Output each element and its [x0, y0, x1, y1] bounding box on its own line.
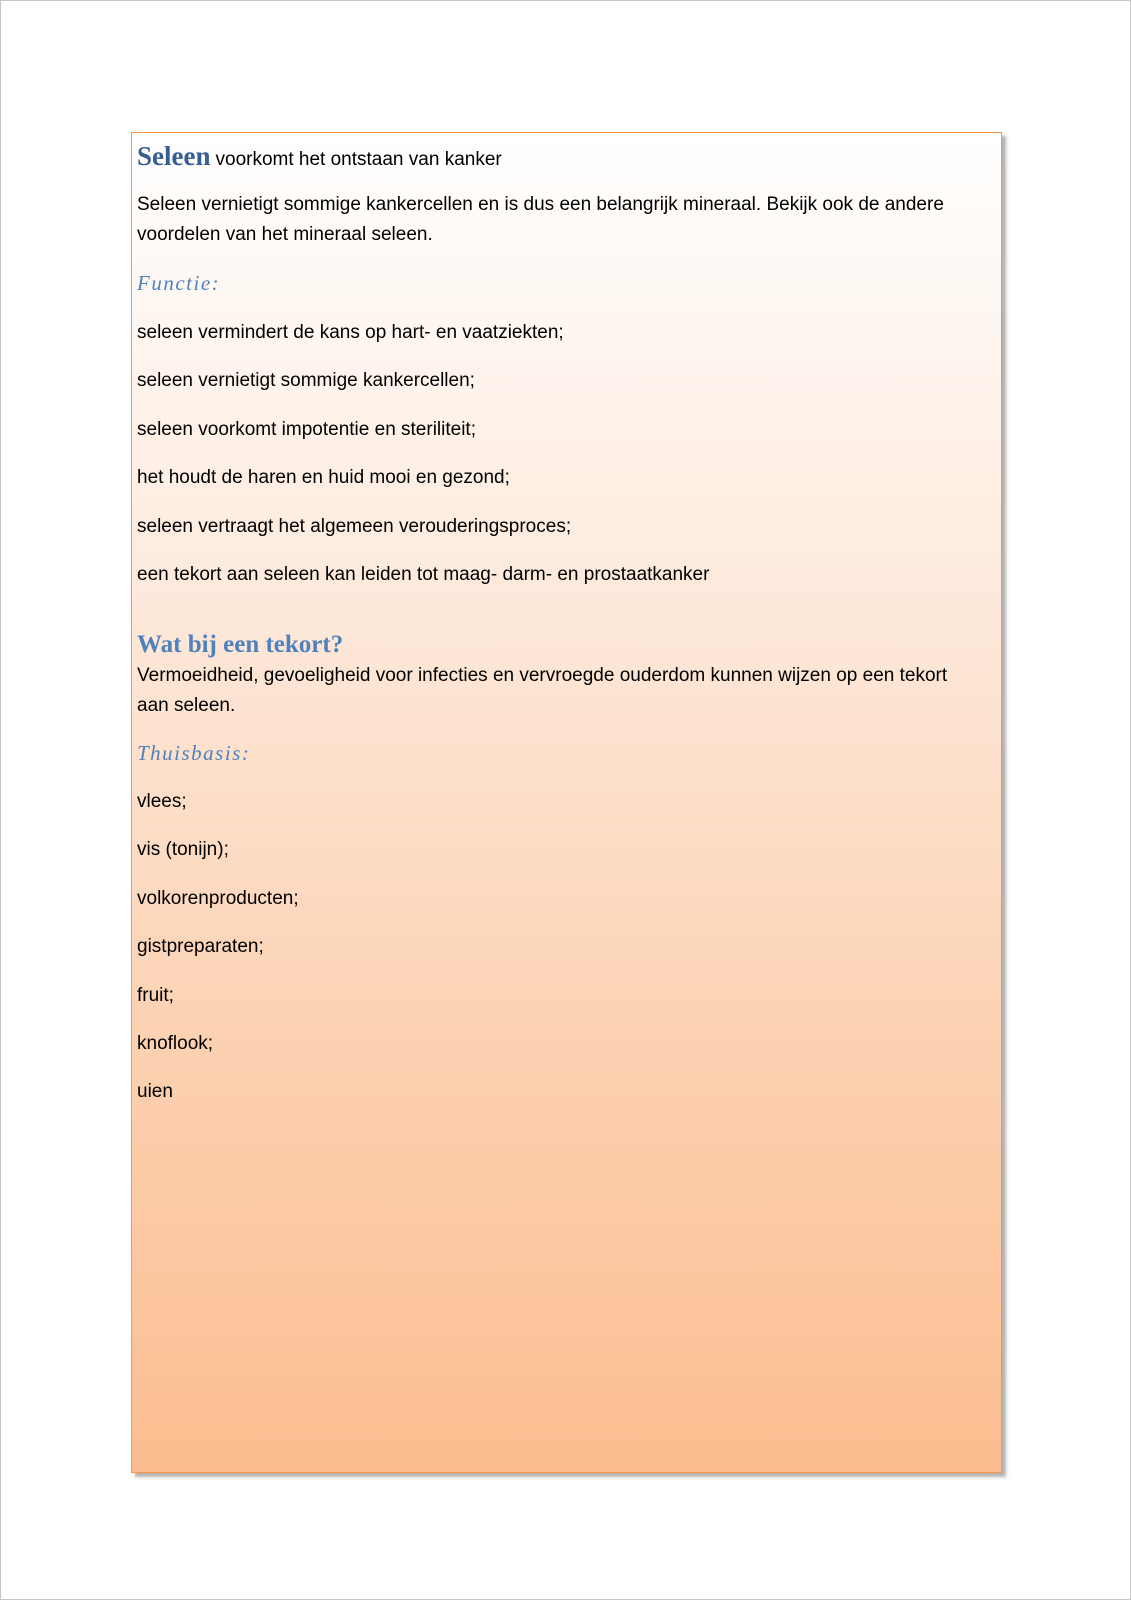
functie-item: seleen vernietigt sommige kankercellen;: [137, 370, 475, 392]
functie-heading: Functie:: [137, 271, 221, 295]
functie-item: seleen voorkomt impotentie en steriliteit;: [137, 418, 476, 440]
thuisbasis-list: [137, 787, 972, 1126]
functie-item: seleen vertraagt het algemeen verouderingsproces;: [137, 515, 572, 537]
functie-item: een tekort aan seleen kan leiden tot maag- darm- en prostaatkanker: [137, 563, 710, 585]
tekort-heading: Wat bij een tekort?: [137, 631, 344, 658]
thuisbasis-item: volkorenproducten;: [137, 887, 299, 909]
functie-item: seleen vermindert de kans op hart- en vaatziekten;: [137, 322, 564, 343]
content-box: [131, 132, 1002, 1473]
thuisbasis-item: vis (tonijn);: [137, 839, 229, 861]
thuisbasis-item: knoflook;: [137, 1032, 214, 1054]
thuisbasis-item: uien: [137, 1081, 173, 1103]
tekort-paragraph: Vermoeidheid, gevoeligheid voor infecties en vervroegde ouderdom kunnen wijzen op een tekort aan seleen.: [137, 665, 948, 716]
intro-paragraph: Seleen vernietigt sommige kankercellen en is dus een belangrijk mineraal. Bekijk ook de andere voordelen van het mineraal seleen.: [137, 194, 944, 245]
thuisbasis-item: gistpreparaten;: [137, 936, 264, 958]
functie-list: [137, 318, 972, 608]
thuisbasis-item: vlees;: [137, 791, 187, 812]
title-line: [137, 139, 972, 178]
thuisbasis-item: fruit;: [137, 984, 174, 1006]
functie-item: het houdt de haren en huid mooi en gezond;: [137, 467, 510, 489]
thuisbasis-heading: Thuisbasis:: [137, 741, 251, 765]
title-subtitle: voorkomt het ontstaan van kanker: [215, 149, 502, 170]
title-heading: Seleen: [137, 141, 211, 171]
